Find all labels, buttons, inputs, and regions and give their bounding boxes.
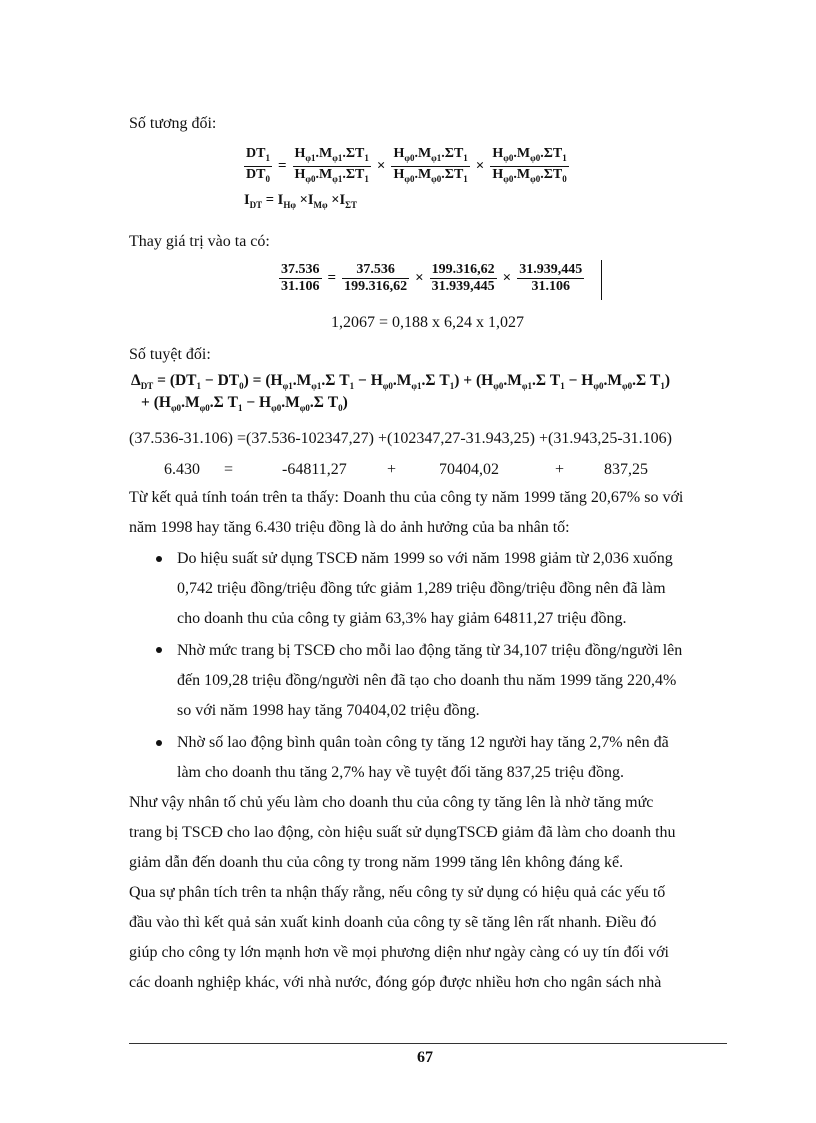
result-line: 1,2067 = 0,188 x 6,24 x 1,027 [331, 314, 525, 331]
conclusion-line-4: Qua sự phân tích trên ta nhận thấy rằng, nếu công ty sử dụng có hiệu quả các yếu tố [129, 884, 666, 901]
page-number: 67 [417, 1049, 433, 1066]
conclusion-line-7: các doanh nghiệp khác, với nhà nước, đóng góp được nhiều hơn cho ngân sách nhà [129, 974, 662, 991]
calc-value-total: 6.430 [164, 461, 200, 478]
fraction-values-2: $\frac{199.316,62}{31.939,445}$ [431, 262, 495, 294]
fraction-term-3: $\frac{H_{\varphi 0}.M_{\varphi 0}.\Sigma T_1}{H_{\varphi 0}.M_{\varphi 0}.\Sigma T_0}$ [490, 146, 568, 187]
intro-line-2: năm 1998 hay tăng 6.430 triệu đồng là do ảnh hưởng của ba nhân tố: [129, 519, 570, 536]
fraction-lhs: $\frac{DT_1}{DT_0}$ [244, 146, 272, 187]
formula-bar [601, 260, 602, 300]
heading-absolute: Số tuyệt đối: [129, 346, 211, 363]
bullet-marker [156, 740, 162, 746]
conclusion-line-1: Như vậy nhân tố chủ yếu làm cho doanh thu của công ty tăng lên là nhờ tăng mức [129, 794, 654, 811]
calc-line: (37.536-31.106) =(37.536-102347,27) +(102347,27-31.943,25) +(31.943,25-31.106) [129, 430, 673, 447]
conclusion-line-6: giúp cho công ty lớn mạnh hơn về mọi phương diện như ngày càng có uy tín đối với [129, 944, 669, 961]
bullet-marker [156, 647, 162, 653]
calc-equals: = [224, 461, 234, 478]
formula-absolute-line-1: $\Delta_{DT} = (DT_1 - DT_0) = (H_{\varphi 1}.M_{\varphi 1}.\Sigma$ $T_1 - H_{\varphi 0}.M_{\varphi 1}.\Sigma$ $T_1) + (H_{\varphi 0}.M_{\varphi 1}.\Sigma$ $T_1 - H_{\varphi 0}.M_{\varphi 0}.\Sigma$ $T_1$) [131, 372, 671, 392]
calc-plus-2: + [555, 461, 565, 478]
formula-index: $I_{DT} = I_{H\varphi} \times I_{M\varphi} \times I_{\Sigma T}$ [244, 192, 358, 210]
fraction-values-1: $\frac{37.536}{199.316,62}$ [344, 262, 408, 294]
intro-line-1: Từ kết quả tính toán trên ta thấy: Doanh thu của công ty năm 1999 tăng 20,67% so với [129, 489, 684, 506]
bullet-2-line-2: đến 109,28 triệu đồng/người nên đã tạo cho doanh thu năm 1999 tăng 220,4% [177, 672, 677, 689]
calc-value-1: -64811,27 [282, 461, 347, 478]
bullet-3-line-1: Nhờ số lao động bình quân toàn công ty tăng 12 người hay tăng 2,7% nên đã [177, 734, 669, 751]
bullet-2-line-3: so với năm 1998 hay tăng 70404,02 triệu đồng. [177, 702, 480, 719]
calc-value-2: 70404,02 [439, 461, 499, 478]
fraction-values-3: $\frac{31.939,445}{31.106}$ [519, 262, 583, 294]
bullet-3-line-2: làm cho doanh thu tăng 2,7% hay về tuyệt đối tăng 837,25 triệu đồng. [177, 764, 625, 781]
footer-divider [129, 1043, 727, 1044]
fraction-term-2: $\frac{H_{\varphi 0}.M_{\varphi 1}.\Sigma T_1}{H_{\varphi 0}.M_{\varphi 0}.\Sigma T_1}$ [391, 146, 469, 187]
heading-substitute: Thay giá trị vào ta có: [129, 233, 270, 250]
conclusion-line-3: giảm dẫn đến doanh thu của công ty trong năm 1999 tăng lên không đáng kể. [129, 854, 624, 871]
formula-values: $\frac{37.536}{31.106}$ = $\frac{37.536}{199.316,62}$ × $\frac{199.316,62}{31.939,445}$ × $\frac{31.939,445}{31.106}$ [281, 262, 583, 294]
formula-absolute-line-2: + ($H_{\varphi 0}.M_{\varphi 0}.\Sigma$ $T_1 - H_{\varphi 0}.M_{\varphi 0}.\Sigma$ $T_0$) [141, 394, 348, 414]
bullet-2-line-1: Nhờ mức trang bị TSCĐ cho mỗi lao động tăng từ 34,107 triệu đồng/người lên [177, 642, 683, 659]
heading-relative: Số tương đối: [129, 115, 217, 132]
fraction-values-lhs: $\frac{37.536}{31.106}$ [281, 262, 320, 294]
conclusion-line-2: trang bị TSCĐ cho lao động, còn hiệu suất sử dụngTSCĐ giảm đã làm cho doanh thu [129, 824, 676, 841]
bullet-marker [156, 556, 162, 562]
calc-plus-1: + [387, 461, 397, 478]
fraction-term-1: $\frac{H_{\varphi 1}.M_{\varphi 1}.\Sigma T_1}{H_{\varphi 0}.M_{\varphi 1}.\Sigma T_1}$ [293, 146, 371, 187]
bullet-1-line-1: Do hiệu suất sử dụng TSCĐ năm 1999 so với năm 1998 giảm từ 2,036 xuống [177, 550, 673, 567]
calc-value-3: 837,25 [604, 461, 648, 478]
formula-relative: $\frac{DT_1}{DT_0}$ = $\frac{H_{\varphi 1}.M_{\varphi 1}.\Sigma T_1}{H_{\varphi 0}.M_{\varphi 1}.\Sigma T_1}$ × $\frac{H_{\varphi 0}.M_{\varphi 1}.\Sigma T_1}{H_{\varphi 0}.M_{\varphi 0}.\Sigma T_1}$ × $\frac{H_{\varphi 0}.M_{\varphi 0}.\Sigma T_1}{H_{\varphi 0}.M_{\varphi 0}.\Sigma T_0}$ [244, 146, 569, 187]
bullet-1-line-2: 0,742 triệu đồng/triệu đồng tức giảm 1,289 triệu đồng/triệu đồng nên đã làm [177, 580, 666, 597]
bullet-1-line-3: cho doanh thu của công ty giảm 63,3% hay giảm 64811,27 triệu đồng. [177, 610, 627, 627]
conclusion-line-5: đầu vào thì kết quả sản xuất kinh doanh của công ty sẽ tăng lên rất nhanh. Điều đó [129, 914, 657, 931]
